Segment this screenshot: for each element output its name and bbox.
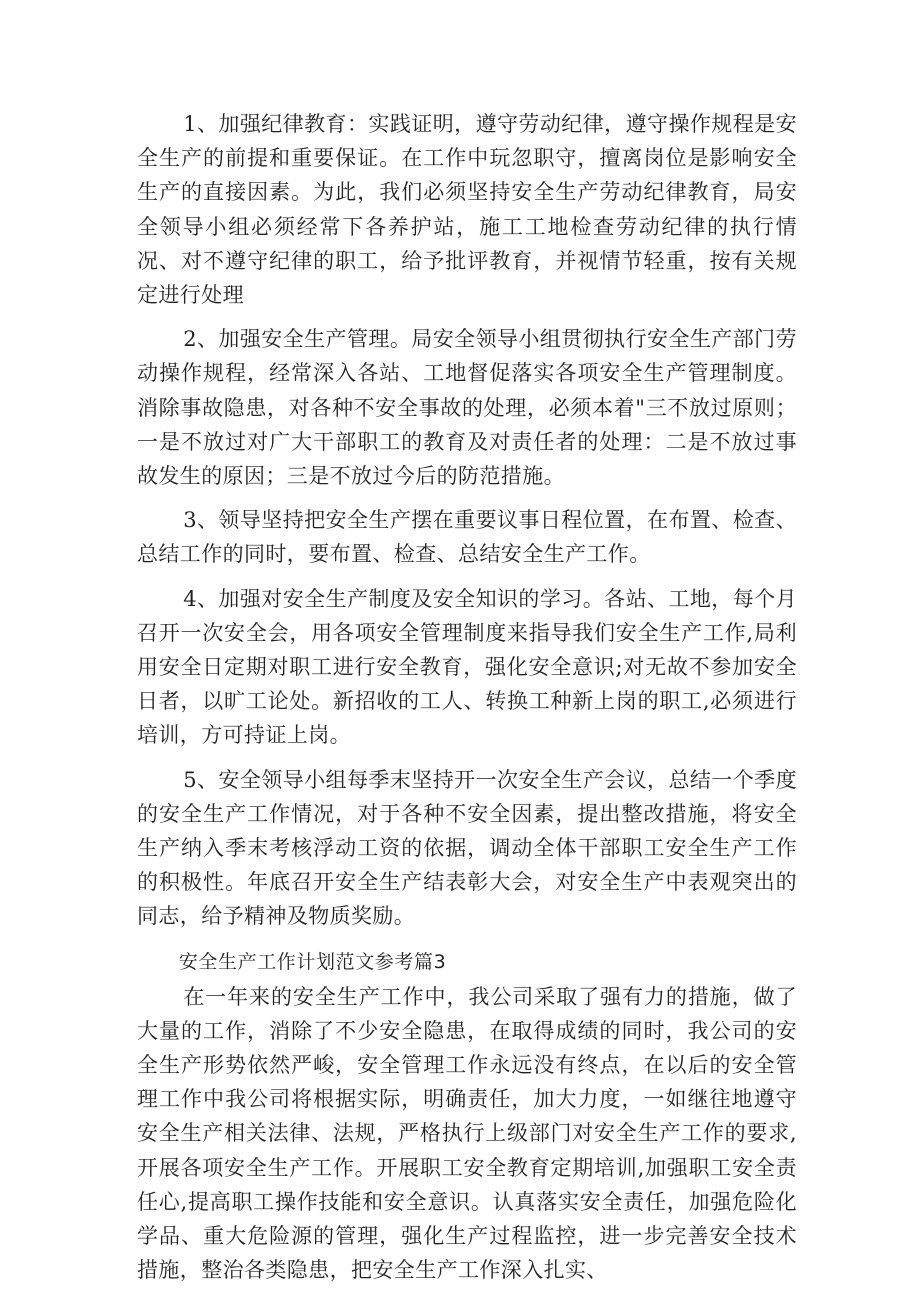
paragraph-item-1: 1、加强纪律教育：实践证明，遵守劳动纪律，遵守操作规程是安全生产的前提和重要保证。在工作中玩忽职守，擅离岗位是影响安全生产的直接因素。为此，我们必须坚持安全生产劳动纪律教育，局安全领导小组必须经常下各养护站，施工工地检查劳动纪律的执行情况、对不遵守纪律的职工，给予批评教育，并视情节轻重，按有关规定进行处理 <box>137 112 797 308</box>
paragraph-item-3: 3、领导坚持把安全生产摆在重要议事日程位置，在布置、检查、总结工作的同时，要布置、检查、总结安全生产工作。 <box>137 508 797 567</box>
section-heading: 安全生产工作计划范文参考篇3 <box>178 950 447 973</box>
section-paragraph: 在一年来的安全生产工作中，我公司采取了强有力的措施，做了大量的工作，消除了不少安全隐患，在取得成绩的同时，我公司的安全生产形势依然严峻，安全管理工作永远没有终点，在以后的安全管理工作中我公司将根据实际，明确责任，加大力度，一如继往地遵守安全生产相关法律、法规，严格执行上级部门对安全生产工作的要求,开展各项安全生产工作。开展职工安全教育定期培训,加强职工安全责任心,提高职工操作技能和安全意识。认真落实安全责任，加强危险化学品、重大危险源的管理，强化生产过程监控，进一步完善安全技术措施，整治各类隐患，把安全生产工作深入扎实、 <box>137 984 797 1283</box>
paragraph-item-5: 5、安全领导小组每季末坚持开一次安全生产会议，总结一个季度的安全生产工作情况，对于各种不安全因素，提出整改措施，将安全生产纳入季末考核浮动工资的依据，调动全体干部职工安全生产工作的积极性。年底召开安全生产结表彰大会，对安全生产中表观突出的同志，给予精神及物质奖励。 <box>137 767 797 929</box>
paragraph-item-2: 2、加强安全生产管理。局安全领导小组贯彻执行安全生产部门劳动操作规程，经常深入各站、工地督促落实各项安全生产管理制度。消除事故隐患，对各种不安全事故的处理，必须本着"三不放过原则；一是不放过对广大干部职工的教育及对责任者的处理：二是不放过事故发生的原因；三是不放过今后的防范措施。 <box>137 327 797 489</box>
document-body <box>137 107 797 1288</box>
paragraph-item-4: 4、加强对安全生产制度及安全知识的学习。各站、工地，每个月召开一次安全会，用各项安全管理制度来指导我们安全生产工作,局利用安全日定期对职工进行安全教育，强化安全意识;对无故不参加安全日者，以旷工论处。新招收的工人、转换工种新上岗的职工,必须进行培训，方可持证上岗。 <box>137 586 797 748</box>
